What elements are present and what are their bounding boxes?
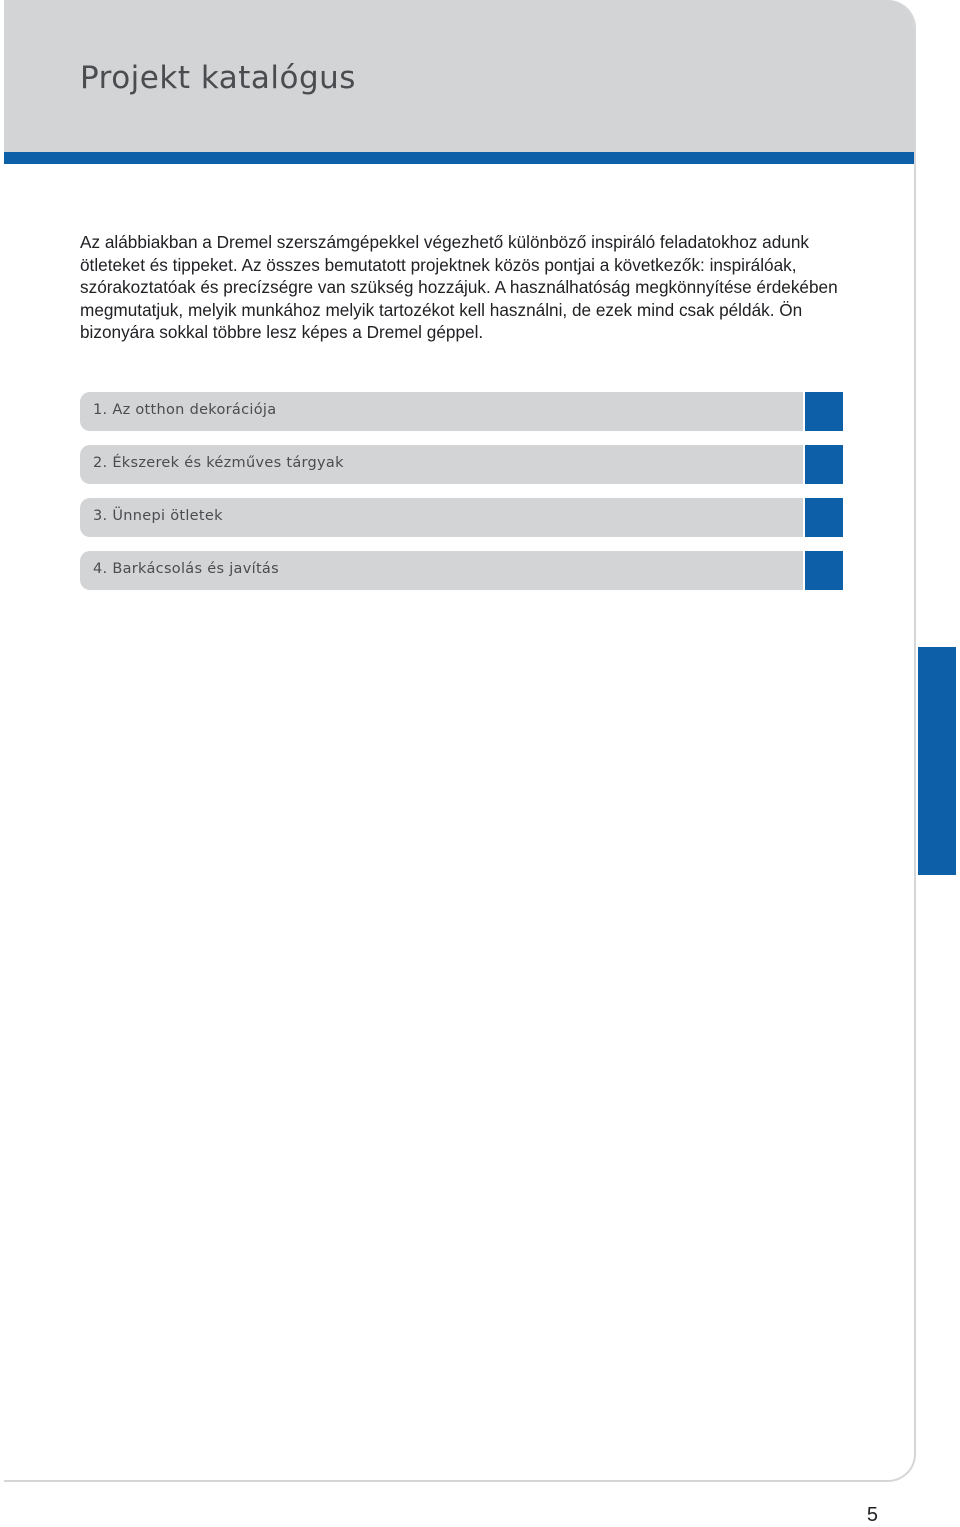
chapter-side-tab <box>918 647 956 875</box>
toc-marker-square <box>803 392 843 431</box>
page-title: Projekt katalógus <box>80 60 356 96</box>
toc-marker-square <box>803 498 843 537</box>
toc-item-diy-repair[interactable] <box>80 551 842 590</box>
page-card <box>4 0 916 1482</box>
toc-item-label: 2. Ékszerek és kézműves tárgyak <box>93 455 344 471</box>
toc-item-home-decoration[interactable] <box>80 392 842 431</box>
toc-marker-square <box>803 445 843 484</box>
toc-item-jewelry-crafts[interactable] <box>80 445 842 484</box>
intro-paragraph: Az alábbiakban a Dremel szerszámgépekkel végezhető különböző inspiráló feladatokhoz adunk ötleteket és tippeket. Az összes bemutatott projektnek közös pontjai a következők: inspirálóak, szórakoztatóak és precízségre van szükség hozzájuk. A használhatóság megkönnyítése érdekében megmutatjuk, melyik munkához melyik tartozékot kell használni, de ezek mind csak példák. Ön bizonyára sokkal többre lesz képes a Dremel géppel. <box>80 232 838 343</box>
toc-marker-square <box>803 551 843 590</box>
toc-item-label: 4. Barkácsolás és javítás <box>93 561 279 577</box>
toc-item-label: 1. Az otthon dekorációja <box>93 402 277 418</box>
toc-item-holiday-ideas[interactable] <box>80 498 842 537</box>
header-accent-rule <box>4 152 914 164</box>
table-of-contents <box>80 392 842 604</box>
header-band <box>4 0 914 152</box>
page-number: 5 <box>866 1504 878 1526</box>
toc-item-label: 3. Ünnepi ötletek <box>93 508 223 524</box>
